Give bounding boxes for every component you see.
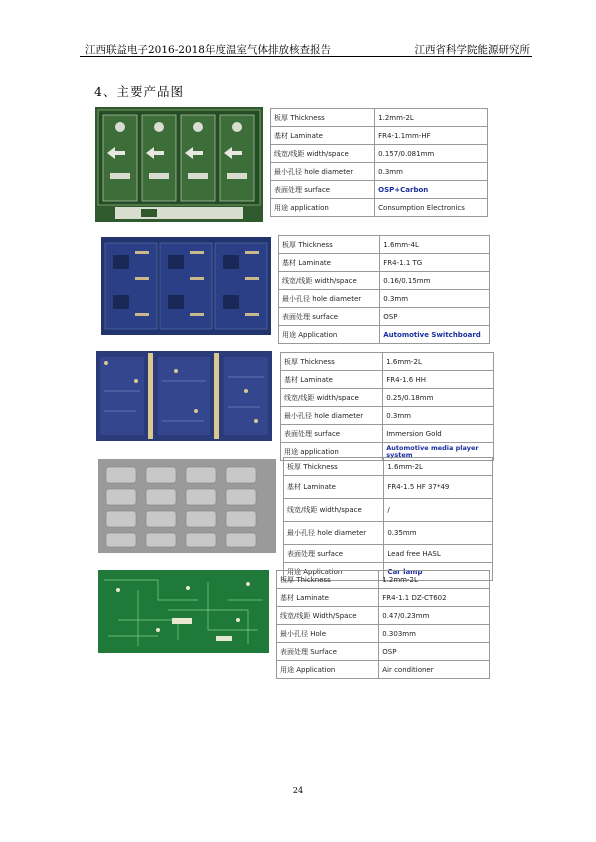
spec-key: 基材 Laminate [284, 476, 384, 499]
spec-row [271, 127, 488, 145]
spec-row [271, 199, 488, 217]
spec-key: 板厚 Thickness [277, 571, 379, 589]
page-header [80, 38, 532, 57]
spec-row [271, 181, 488, 199]
spec-row [277, 607, 490, 625]
spec-row [281, 389, 494, 407]
spec-value: 0.16/0.15mm [380, 272, 490, 290]
spec-key: 表面处理 surface [284, 545, 384, 563]
spec-row [271, 109, 488, 127]
spec-key: 基材 Laminate [271, 127, 375, 145]
spec-row [281, 407, 494, 425]
spec-value: FR4-1.6 HH [383, 371, 494, 389]
product-image-1 [95, 107, 263, 222]
spec-row [271, 163, 488, 181]
spec-row [281, 371, 494, 389]
section-title: 4、主要产品图 [94, 84, 184, 99]
spec-row [284, 458, 493, 476]
spec-table-2 [278, 235, 490, 344]
spec-row [279, 254, 490, 272]
spec-key: 用途 application [271, 199, 375, 217]
spec-value: 0.3mm [375, 163, 488, 181]
spec-value: Lead free HASL [384, 545, 493, 563]
spec-key: 用途 Application [284, 563, 384, 581]
spec-value: 1.6mm-2L [384, 458, 493, 476]
spec-value: 1.2mm-2L [379, 571, 490, 589]
spec-value: 0.47/0.23mm [379, 607, 490, 625]
spec-value: Consumption Electronics [375, 199, 488, 217]
spec-key: 最小孔径 hole diameter [271, 163, 375, 181]
header-report-title: 江西联益电子2016-2018年度温室气体排放核查报告 [85, 44, 331, 56]
spec-value: Car lamp [384, 563, 493, 581]
spec-row [281, 425, 494, 443]
spec-value: FR4-1.1 TG [380, 254, 490, 272]
spec-row [279, 290, 490, 308]
spec-key: 线宽/线距 width/space [281, 389, 383, 407]
product-image-3 [96, 351, 272, 441]
spec-row [284, 545, 493, 563]
spec-table-4 [283, 457, 493, 581]
spec-key: 板厚 Thickness [284, 458, 384, 476]
spec-row [277, 625, 490, 643]
spec-row [279, 308, 490, 326]
product-image-2 [101, 237, 271, 335]
spec-value: 0.3mm [380, 290, 490, 308]
spec-row [277, 643, 490, 661]
spec-key: 板厚 Thickness [271, 109, 375, 127]
spec-key: 最小孔径 Hole [277, 625, 379, 643]
spec-row [279, 236, 490, 254]
spec-key: 板厚 Thickness [281, 353, 383, 371]
spec-value: 0.157/0.081mm [375, 145, 488, 163]
spec-key: 线宽/线距 width/space [271, 145, 375, 163]
spec-value: FR4-1.1mm-HF [375, 127, 488, 145]
spec-row [277, 589, 490, 607]
spec-key: 板厚 Thickness [279, 236, 380, 254]
spec-row [271, 145, 488, 163]
spec-value: OSP [379, 643, 490, 661]
spec-row [279, 272, 490, 290]
spec-key: 用途 Application [279, 326, 380, 344]
spec-key: 表面处理 surface [271, 181, 375, 199]
spec-value: Air conditioner [379, 661, 490, 679]
spec-value: 0.35mm [384, 522, 493, 545]
spec-key: 表面处理 surface [281, 425, 383, 443]
spec-row [284, 499, 493, 522]
spec-key: 最小孔径 hole diameter [279, 290, 380, 308]
product-image-5 [98, 570, 269, 653]
spec-value: 1.6mm-2L [383, 353, 494, 371]
page-number: 24 [292, 786, 304, 795]
spec-key: 基材 Laminate [277, 589, 379, 607]
spec-value: 0.303mm [379, 625, 490, 643]
spec-key: 表面处理 Surface [277, 643, 379, 661]
product-image-4 [98, 459, 276, 553]
spec-row [281, 353, 494, 371]
spec-value: OSP [380, 308, 490, 326]
spec-key: 线宽/线距 Width/Space [277, 607, 379, 625]
spec-value: 0.3mm [383, 407, 494, 425]
spec-row [284, 476, 493, 499]
spec-value: OSP+Carbon [375, 181, 488, 199]
spec-value: 1.2mm-2L [375, 109, 488, 127]
spec-key: 用途 application [281, 443, 383, 461]
spec-row [279, 326, 490, 344]
spec-key: 线宽/线距 width/space [284, 499, 384, 522]
spec-key: 基材 Laminate [281, 371, 383, 389]
spec-key: 表面处理 surface [279, 308, 380, 326]
header-institute: 江西省科学院能源研究所 [414, 44, 530, 56]
spec-value: Automotive media player system [383, 443, 494, 461]
spec-value: FR4-1.1 DZ-CT602 [379, 589, 490, 607]
spec-value: Automotive Switchboard [380, 326, 490, 344]
spec-value: / [384, 499, 493, 522]
spec-table-1 [270, 108, 488, 217]
spec-key: 最小孔径 hole diameter [284, 522, 384, 545]
spec-value: 1.6mm-4L [380, 236, 490, 254]
spec-row [277, 571, 490, 589]
spec-value: FR4-1.5 HF 37*49 [384, 476, 493, 499]
spec-table-3 [280, 352, 494, 461]
spec-key: 用途 Application [277, 661, 379, 679]
spec-row [277, 661, 490, 679]
spec-key: 基材 Laminate [279, 254, 380, 272]
spec-key: 线宽/线距 width/space [279, 272, 380, 290]
spec-table-5 [276, 570, 490, 679]
spec-key: 最小孔径 hole diameter [281, 407, 383, 425]
spec-value: Immersion Gold [383, 425, 494, 443]
spec-row [284, 522, 493, 545]
spec-value: 0.25/0.18mm [383, 389, 494, 407]
